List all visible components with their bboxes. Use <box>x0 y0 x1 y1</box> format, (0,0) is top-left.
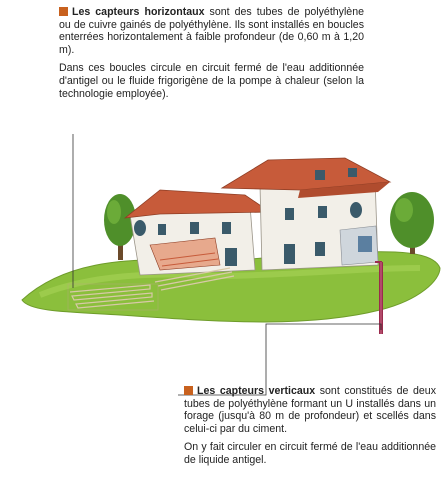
vertical-text-1: sont constitués de deux tubes de polyéthylène formant un U installés dans un forage (jusqu'à 80 m de profondeur) et scellés dans celui-ci par du ciment. <box>184 385 436 435</box>
horizontal-paragraph-2: Dans ces boucles circule en circuit fermé de l'eau additionnée d'antigel ou le fluide frigorigène de la pompe à chaleur (selon la technologie employée). <box>59 62 364 100</box>
horizontal-text-1: sont des tubes de polyéthylène ou de cuivre gainés de polyéthylène. Ils sont installés en boucles enterrées horizontalement à faible profondeur (de 0,60 m à 1,20 m). <box>59 6 364 56</box>
vertical-paragraph-2: On y fait circuler en circuit fermé de l'eau additionnée de liquide antigel. <box>184 441 436 466</box>
house-illustration <box>125 158 390 275</box>
orange-square-bullet-icon <box>184 386 193 395</box>
vertical-collector-description <box>184 385 436 473</box>
tree-icon <box>390 192 434 254</box>
vertical-paragraph-1 <box>184 385 436 435</box>
horizontal-title: Les capteurs horizontaux <box>72 6 205 18</box>
tree-icon <box>104 194 136 260</box>
vertical-title: Les capteurs verticaux <box>197 385 316 397</box>
